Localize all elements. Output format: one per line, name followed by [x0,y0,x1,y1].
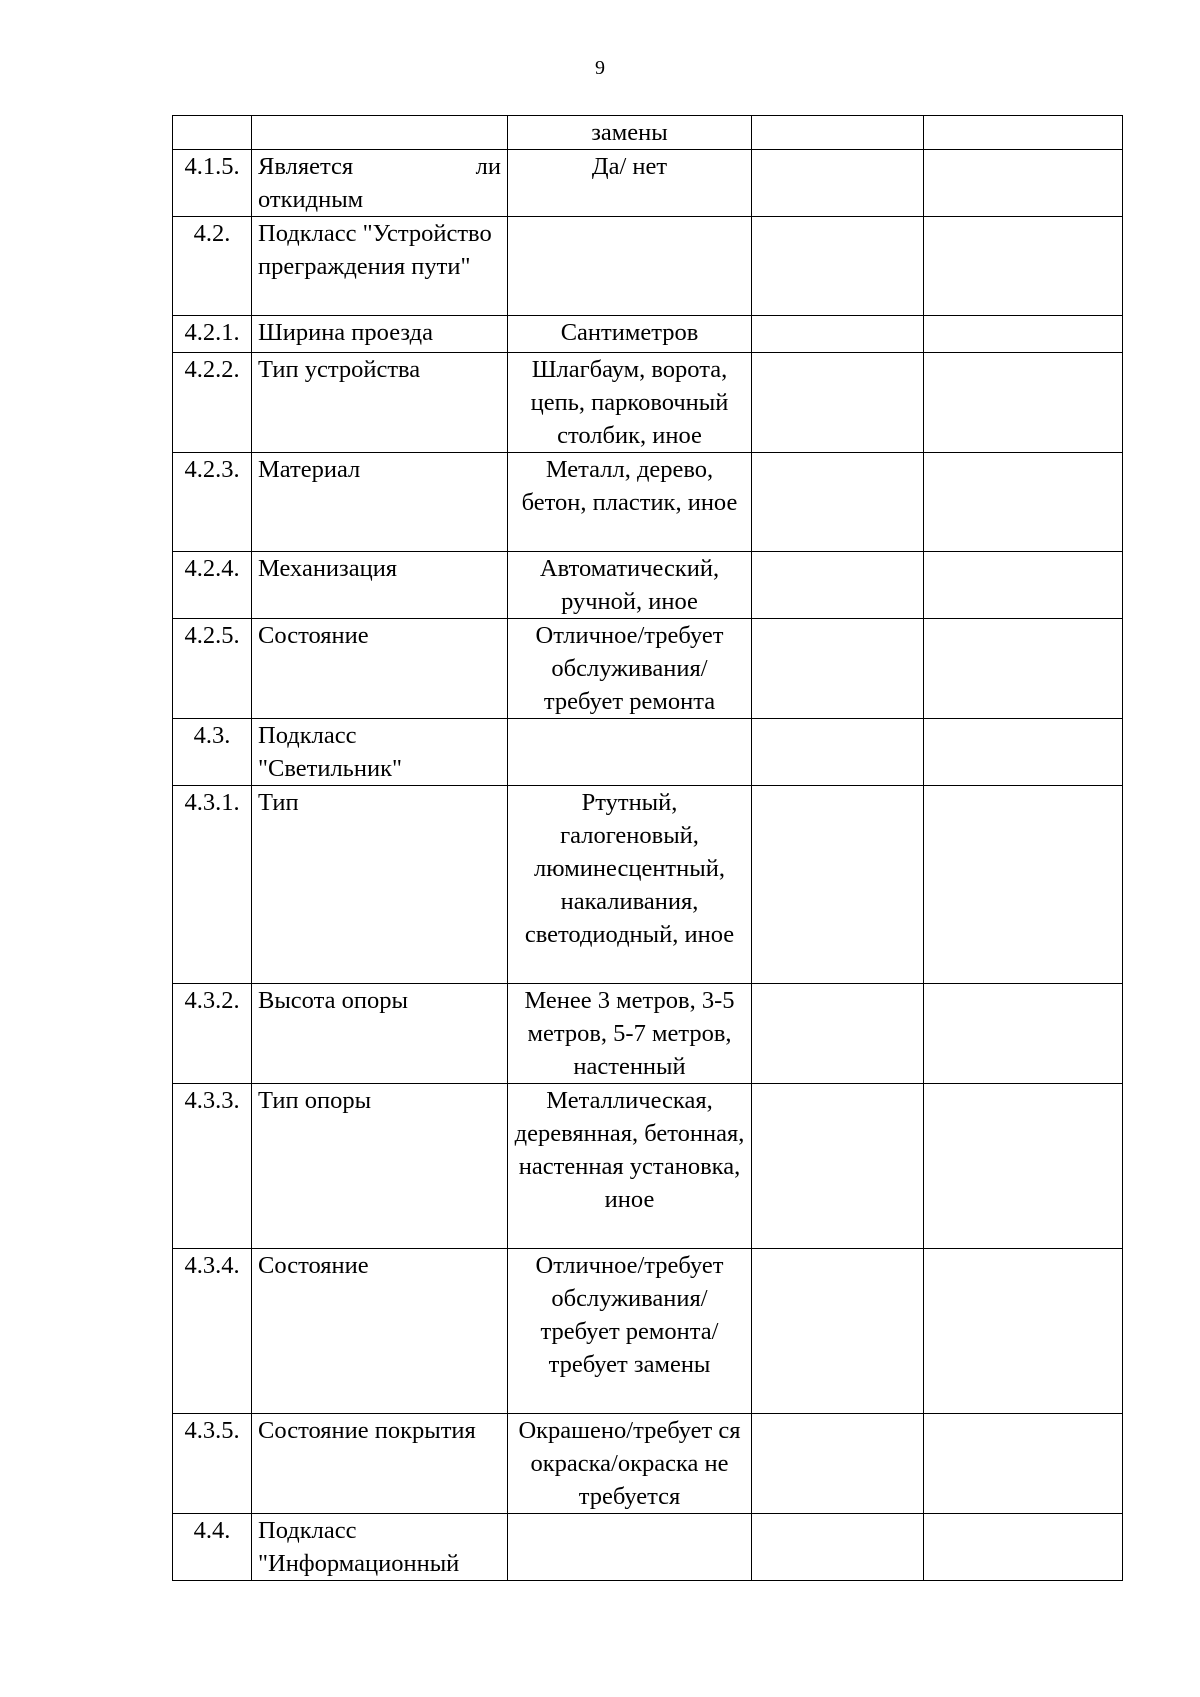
empty-cell [752,786,924,984]
allowed-values: Да/ нет [508,150,752,217]
allowed-values [508,1514,752,1581]
row-number: 4.3.1. [173,786,252,984]
attribute-name [252,150,508,217]
table-row [173,786,1123,984]
row-number: 4.2. [173,217,252,316]
attribute-name: Подкласс "Светильник" [252,719,508,786]
allowed-values: замены [508,116,752,150]
empty-cell [752,719,924,786]
attribute-name: Материал [252,453,508,552]
empty-cell [752,116,924,150]
empty-cell [752,316,924,353]
allowed-values: Шлагбаум, ворота, цепь, парковочный столбик, иное [508,353,752,453]
row-number: 4.1.5. [173,150,252,217]
row-number: 4.3.2. [173,984,252,1084]
empty-cell [924,217,1123,316]
table-row [173,150,1123,217]
attribute-name: Подкласс "Информационный [252,1514,508,1581]
allowed-values: Отличное/требует обслуживания/ требует ремонта/требует замены [508,1249,752,1414]
table-body [173,116,1123,1581]
table-row [173,1084,1123,1249]
row-number [173,116,252,150]
empty-cell [752,1249,924,1414]
allowed-values: Отличное/требует обслуживания/ требует ремонта [508,619,752,719]
allowed-values [508,217,752,316]
allowed-values: Ртутный, галогеновый, люминесцентный, накаливания, светодиодный, иное [508,786,752,984]
row-number: 4.2.1. [173,316,252,353]
empty-cell [924,316,1123,353]
allowed-values [508,719,752,786]
allowed-values: Автоматический, ручной, иное [508,552,752,619]
empty-cell [752,353,924,453]
table-row [173,353,1123,453]
table-row [173,316,1123,353]
attribute-name: Тип устройства [252,353,508,453]
attribute-name: Механизация [252,552,508,619]
attribute-name: Тип опоры [252,1084,508,1249]
allowed-values: Сантиметров [508,316,752,353]
empty-cell [924,1249,1123,1414]
allowed-values: Металл, дерево, бетон, пластик, иное [508,453,752,552]
empty-cell [752,552,924,619]
allowed-values: Окрашено/требует ся окраска/окраска не требуется [508,1414,752,1514]
attribute-name: Состояние покрытия [252,1414,508,1514]
attribute-name: Состояние [252,619,508,719]
table-row [173,217,1123,316]
row-number: 4.2.3. [173,453,252,552]
empty-cell [924,984,1123,1084]
attribute-name-word: Является [258,153,354,180]
empty-cell [924,552,1123,619]
table-row [173,719,1123,786]
attribute-name: Тип [252,786,508,984]
empty-cell [924,1514,1123,1581]
empty-cell [924,453,1123,552]
attribute-name: Подкласс "Устройство преграждения пути" [252,217,508,316]
allowed-values: Металлическая, деревянная, бетонная, настенная установка, иное [508,1084,752,1249]
empty-cell [752,1414,924,1514]
empty-cell [752,1084,924,1249]
empty-cell [924,786,1123,984]
row-number: 4.4. [173,1514,252,1581]
table-row [173,1249,1123,1414]
empty-cell [924,619,1123,719]
row-number: 4.3.3. [173,1084,252,1249]
empty-cell [924,1414,1123,1514]
table-row [173,1414,1123,1514]
table-row [173,1514,1123,1581]
row-number: 4.3.5. [173,1414,252,1514]
table-row [173,619,1123,719]
attribute-name: Состояние [252,1249,508,1414]
empty-cell [924,116,1123,150]
empty-cell [924,1084,1123,1249]
attribute-name-rest: откидным [258,186,364,213]
row-number: 4.3. [173,719,252,786]
row-number: 4.2.5. [173,619,252,719]
attribute-name-word: ли [475,153,501,180]
attributes-table [172,115,1123,1581]
table-row [173,116,1123,150]
empty-cell [924,719,1123,786]
row-number: 4.3.4. [173,1249,252,1414]
table-row [173,984,1123,1084]
table-row [173,453,1123,552]
page-number: 9 [595,57,605,79]
empty-cell [752,150,924,217]
attribute-name: Высота опоры [252,984,508,1084]
attribute-name: Ширина проезда [252,316,508,353]
attribute-name [252,116,508,150]
attribute-name-line [258,150,501,183]
allowed-values: Менее 3 метров, 3-5 метров, 5-7 метров, настенный [508,984,752,1084]
empty-cell [924,150,1123,217]
empty-cell [752,217,924,316]
table-row [173,552,1123,619]
empty-cell [752,1514,924,1581]
empty-cell [752,453,924,552]
empty-cell [752,619,924,719]
row-number: 4.2.4. [173,552,252,619]
row-number: 4.2.2. [173,353,252,453]
empty-cell [752,984,924,1084]
empty-cell [924,353,1123,453]
